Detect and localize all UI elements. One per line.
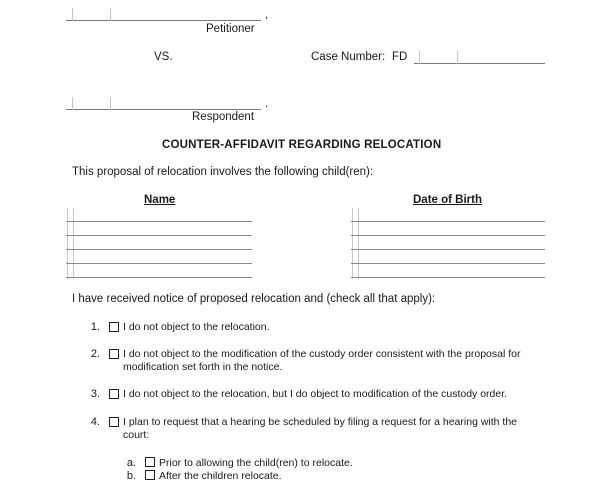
item-number: 4. — [90, 416, 100, 428]
item-4-checkbox[interactable] — [109, 417, 119, 427]
dob-row-line[interactable] — [351, 249, 545, 250]
name-row-line[interactable] — [66, 235, 252, 236]
vs-label: VS. — [154, 51, 173, 63]
case-number-prefix: FD — [392, 51, 408, 63]
subitem-a-checkbox[interactable] — [145, 457, 155, 467]
name-row-line[interactable] — [66, 263, 252, 264]
item-4-text: I plan to request that a hearing be scheduled by filing a request for a hearing with the court: — [123, 416, 518, 441]
item-number: 2. — [90, 348, 100, 360]
respondent-period: . — [265, 98, 269, 110]
name-table-left-edge — [73, 208, 74, 279]
dob-row-line[interactable] — [351, 221, 545, 222]
case-number-line[interactable] — [414, 63, 545, 64]
name-row-line[interactable] — [66, 221, 252, 222]
document-title: COUNTER-AFFIDAVIT REGARDING RELOCATION — [162, 139, 442, 151]
name-table-left-edge — [67, 208, 68, 279]
notice-intro: I have received notice of proposed relocation and (check all that apply): — [72, 293, 436, 305]
petitioner-line-tick — [72, 8, 73, 21]
item-3-checkbox[interactable] — [109, 389, 119, 399]
case-line-tick — [457, 51, 458, 64]
respondent-label: Respondent — [192, 111, 255, 123]
case-line-tick — [419, 51, 420, 64]
item-number: 3. — [90, 388, 100, 400]
respondent-line-tick — [110, 97, 111, 110]
item-1-checkbox[interactable] — [109, 322, 119, 332]
item-1-text: I do not object to the relocation. — [123, 321, 270, 333]
case-number-label: Case Number: — [311, 51, 386, 63]
subitem-a-text: Prior to allowing the child(ren) to relocate. — [159, 457, 353, 469]
subitem-b-text: After the children relocate. — [159, 470, 282, 482]
subitem-letter: b. — [126, 470, 136, 482]
respondent-name-line[interactable] — [66, 109, 261, 110]
item-number: 1. — [90, 321, 100, 333]
respondent-line-tick — [72, 97, 73, 110]
dob-table-left-edge — [358, 208, 359, 279]
dob-row-line[interactable] — [351, 263, 545, 264]
name-row-line[interactable] — [66, 249, 252, 250]
subitem-b-checkbox[interactable] — [145, 470, 155, 480]
dob-table-left-edge — [352, 208, 353, 279]
name-row-line[interactable] — [66, 277, 252, 278]
petitioner-line-tick — [110, 8, 111, 21]
item-2-text: I do not object to the modification of the custody order consistent with the proposal for modification set forth in the notice. — [123, 348, 521, 373]
subitem-letter: a. — [126, 457, 136, 469]
petitioner-label: Petitioner — [206, 23, 255, 35]
children-intro: This proposal of relocation involves the following child(ren): — [72, 166, 374, 178]
petitioner-name-line[interactable] — [66, 20, 261, 21]
petitioner-comma: , — [265, 9, 269, 21]
dob-row-line[interactable] — [351, 277, 545, 278]
item-2-checkbox[interactable] — [109, 349, 119, 359]
name-column-header: Name — [144, 194, 176, 206]
dob-column-header: Date of Birth — [413, 194, 482, 206]
item-3-text: I do not object to the relocation, but I do object to modification of the custody order. — [123, 388, 508, 400]
dob-row-line[interactable] — [351, 235, 545, 236]
